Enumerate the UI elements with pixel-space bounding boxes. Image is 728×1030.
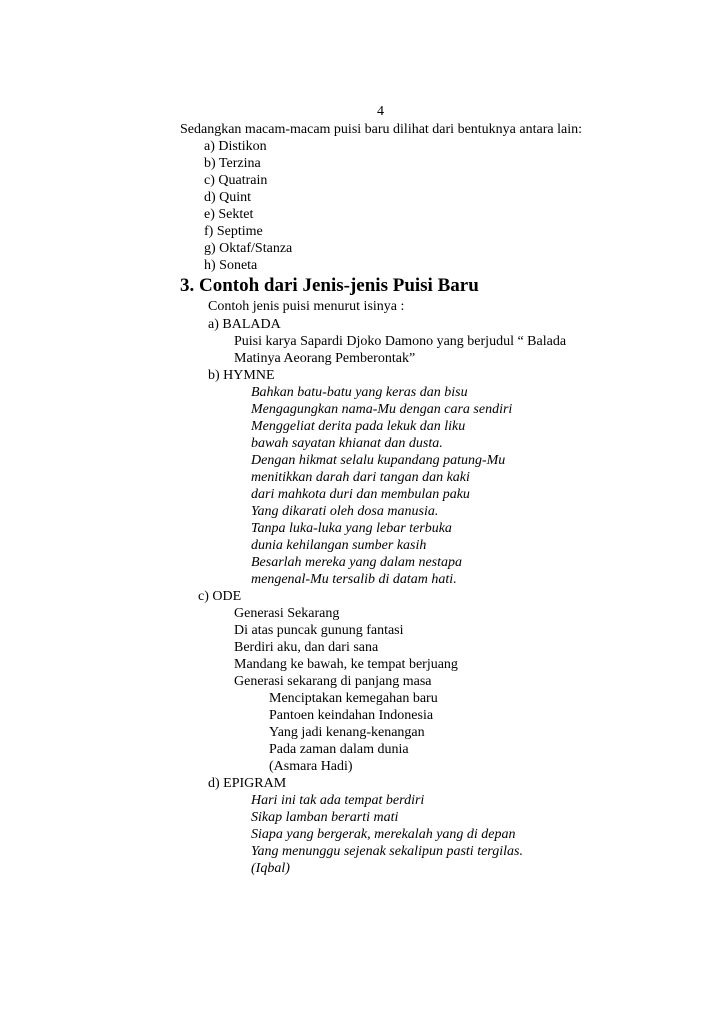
page-number: 4: [377, 104, 384, 119]
hymne-line: Dengan hikmat selalu kupandang patung-Mu: [251, 453, 506, 468]
balada-label: a) BALADA: [208, 317, 281, 332]
epigram-line: Hari ini tak ada tempat berdiri: [251, 793, 425, 808]
ode-indented-line: Pantoen keindahan Indonesia: [269, 708, 434, 723]
hymne-line: Bahkan batu-batu yang keras dan bisu: [251, 385, 468, 400]
ode-line: Di atas puncak gunung fantasi: [234, 623, 404, 638]
form-item: c) Quatrain: [204, 173, 268, 188]
hymne-line: mengenal-Mu tersalib di datam hati.: [251, 572, 457, 587]
hymne-line: Mengagungkan nama-Mu dengan cara sendiri: [251, 402, 513, 417]
ode-line: Berdiri aku, dan dari sana: [234, 640, 379, 655]
hymne-line: Tanpa luka-luka yang lebar terbuka: [251, 521, 452, 536]
hymne-line: Menggeliat derita pada lekuk dan liku: [251, 419, 466, 434]
ode-line: Generasi sekarang di panjang masa: [234, 674, 432, 689]
epigram-label: d) EPIGRAM: [208, 776, 287, 791]
hymne-line: Besarlah mereka yang dalam nestapa: [251, 555, 462, 570]
hymne-line: Yang dikarati oleh dosa manusia.: [251, 504, 439, 519]
epigram-line: Sikap lamban berarti mati: [251, 810, 399, 825]
ode-author: (Asmara Hadi): [269, 759, 353, 774]
hymne-line: dari mahkota duri dan membulan paku: [251, 487, 470, 502]
hymne-line: dunia kehilangan sumber kasih: [251, 538, 427, 553]
hymne-line: bawah sayatan khianat dan dusta.: [251, 436, 443, 451]
epigram-line: Yang menunggu sejenak sekalipun pasti tergilas.: [251, 844, 523, 859]
epigram-line: Siapa yang bergerak, merekalah yang di depan: [251, 827, 516, 842]
section-intro: Contoh jenis puisi menurut isinya :: [208, 299, 405, 314]
balada-line: Puisi karya Sapardi Djoko Damono yang berjudul “ Balada: [234, 334, 567, 349]
balada-line: Matinya Aeorang Pemberontak”: [234, 351, 416, 366]
epigram-author: (Iqbal): [251, 861, 290, 876]
ode-line: Generasi Sekarang: [234, 606, 340, 621]
ode-indented-line: Pada zaman dalam dunia: [269, 742, 409, 757]
form-item: f) Septime: [204, 224, 263, 239]
hymne-label: b) HYMNE: [208, 368, 275, 383]
intro-text: Sedangkan macam-macam puisi baru dilihat dari bentuknya antara lain:: [180, 122, 582, 137]
form-item: b) Terzina: [204, 156, 261, 171]
ode-indented-line: Menciptakan kemegahan baru: [269, 691, 438, 706]
ode-label: c) ODE: [198, 589, 242, 604]
hymne-line: menitikkan darah dari tangan dan kaki: [251, 470, 470, 485]
section-heading: 3. Contoh dari Jenis-jenis Puisi Baru: [180, 275, 479, 296]
ode-line: Mandang ke bawah, ke tempat berjuang: [234, 657, 458, 672]
form-item: e) Sektet: [204, 207, 254, 222]
ode-indented-line: Yang jadi kenang-kenangan: [269, 725, 425, 740]
form-item: g) Oktaf/Stanza: [204, 241, 293, 256]
form-item: a) Distikon: [204, 139, 267, 154]
form-item: d) Quint: [204, 190, 252, 205]
form-item: h) Soneta: [204, 258, 258, 273]
